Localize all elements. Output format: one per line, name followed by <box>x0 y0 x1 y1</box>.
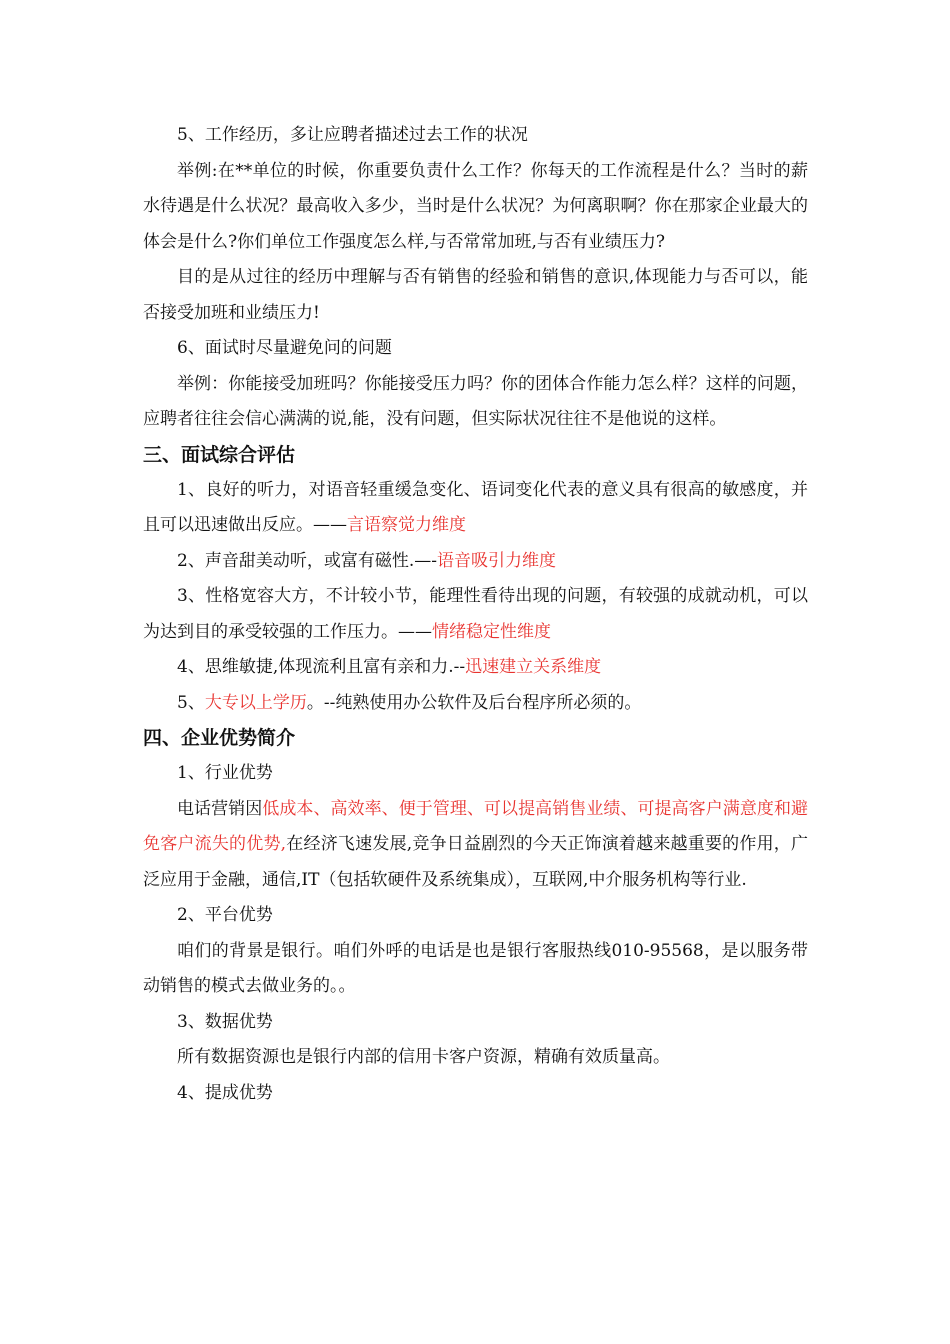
evaluation-item-5-prefix: 5、 <box>177 692 205 713</box>
evaluation-item-3 <box>143 579 808 650</box>
item-5-title: 5、工作经历，多让应聘者描述过去工作的状况 <box>177 125 528 145</box>
evaluation-item-2 <box>143 544 808 580</box>
section-3-heading: 三、面试综合评估 <box>143 443 296 466</box>
advantage-1-prefix: 电话营销因 <box>177 798 263 819</box>
evaluation-item-5-education: 大专以上学历 <box>204 692 307 713</box>
advantage-4-title: 4、提成优势 <box>177 1082 273 1103</box>
advantage-1-body <box>143 792 808 899</box>
evaluation-item-2-dimension: 语音吸引力维度 <box>436 550 556 571</box>
evaluation-item-1-text: 1、良好的听力，对语音轻重缓急变化、语词变化代表的意义具有很高的敏感度，并且可以迅速做出反应。—— <box>143 479 808 535</box>
item-6-title: 6、面试时尽量避免问的问题 <box>177 338 392 358</box>
evaluation-item-4 <box>143 650 808 686</box>
evaluation-item-4-text: 4、思维敏捷,体现流利且富有亲和力.-- <box>177 657 466 677</box>
evaluation-item-4-dimension: 迅速建立关系维度 <box>465 657 602 677</box>
advantage-1-title: 1、行业优势 <box>177 763 273 783</box>
evaluation-item-3-text: 3、性格宽容大方，不计较小节，能理性看待出现的问题，有较强的成就动机，可以为达到目的承受较强的工作压力。—— <box>143 586 808 642</box>
section-4-heading: 四、企业优势简介 <box>143 727 296 749</box>
evaluation-item-5-text: 。--纯熟使用办公软件及后台程序所必须的。 <box>306 692 642 713</box>
item-5-example: 举例:在**单位的时候，你重要负责什么工作？你每天的工作流程是什么？当时的薪水待遇是什么状况？最高收入多少，当时是什么状况？为何离职啊？你在那家企业最大的体会是什么?你们单位工作强度怎么样,与否常常加班,与否有业绩压力? <box>143 160 808 252</box>
evaluation-item-3-dimension: 情绪稳定性维度 <box>432 621 551 642</box>
advantage-2-body: 咱们的背景是银行。咱们外呼的电话是也是银行客服热线010-95568，是以服务带动销售的模式去做业务的。。 <box>143 940 808 996</box>
document-page <box>143 118 808 1111</box>
advantage-3-body: 所有数据资源也是银行内部的信用卡客户资源，精确有效质量高。 <box>177 1047 670 1067</box>
advantage-3-title: 3、数据优势 <box>177 1011 273 1032</box>
advantage-1-highlight: 低成本、高效率、便于管理、可以提高销售业绩、可提高客户满意度和避免客户流失的优势, <box>143 798 809 854</box>
advantage-1-text: 在经济飞速发展,竞争日益剧烈的今天正饰演着越来越重要的作用，广泛应用于金融，通信,IT（包括软硬件及系统集成），互联网,中介服务机构等行业. <box>143 834 809 890</box>
evaluation-item-1-dimension: 言语察觉力维度 <box>347 515 466 535</box>
evaluation-item-5 <box>143 686 808 722</box>
advantage-2-title: 2、平台优势 <box>177 905 273 925</box>
item-5-goal: 目的是从过往的经历中理解与否有销售的经验和销售的意识,体现能力与否可以，能否接受加班和业绩压力! <box>143 267 808 323</box>
evaluation-item-2-text: 2、声音甜美动听，或富有磁性.—- <box>177 550 437 571</box>
item-6-example: 举例：你能接受加班吗？你能接受压力吗？你的团体合作能力怎么样？这样的问题，应聘者往往会信心满满的说,能，没有问题，但实际状况往往不是他说的这样。 <box>143 373 808 429</box>
evaluation-item-1 <box>143 473 808 544</box>
